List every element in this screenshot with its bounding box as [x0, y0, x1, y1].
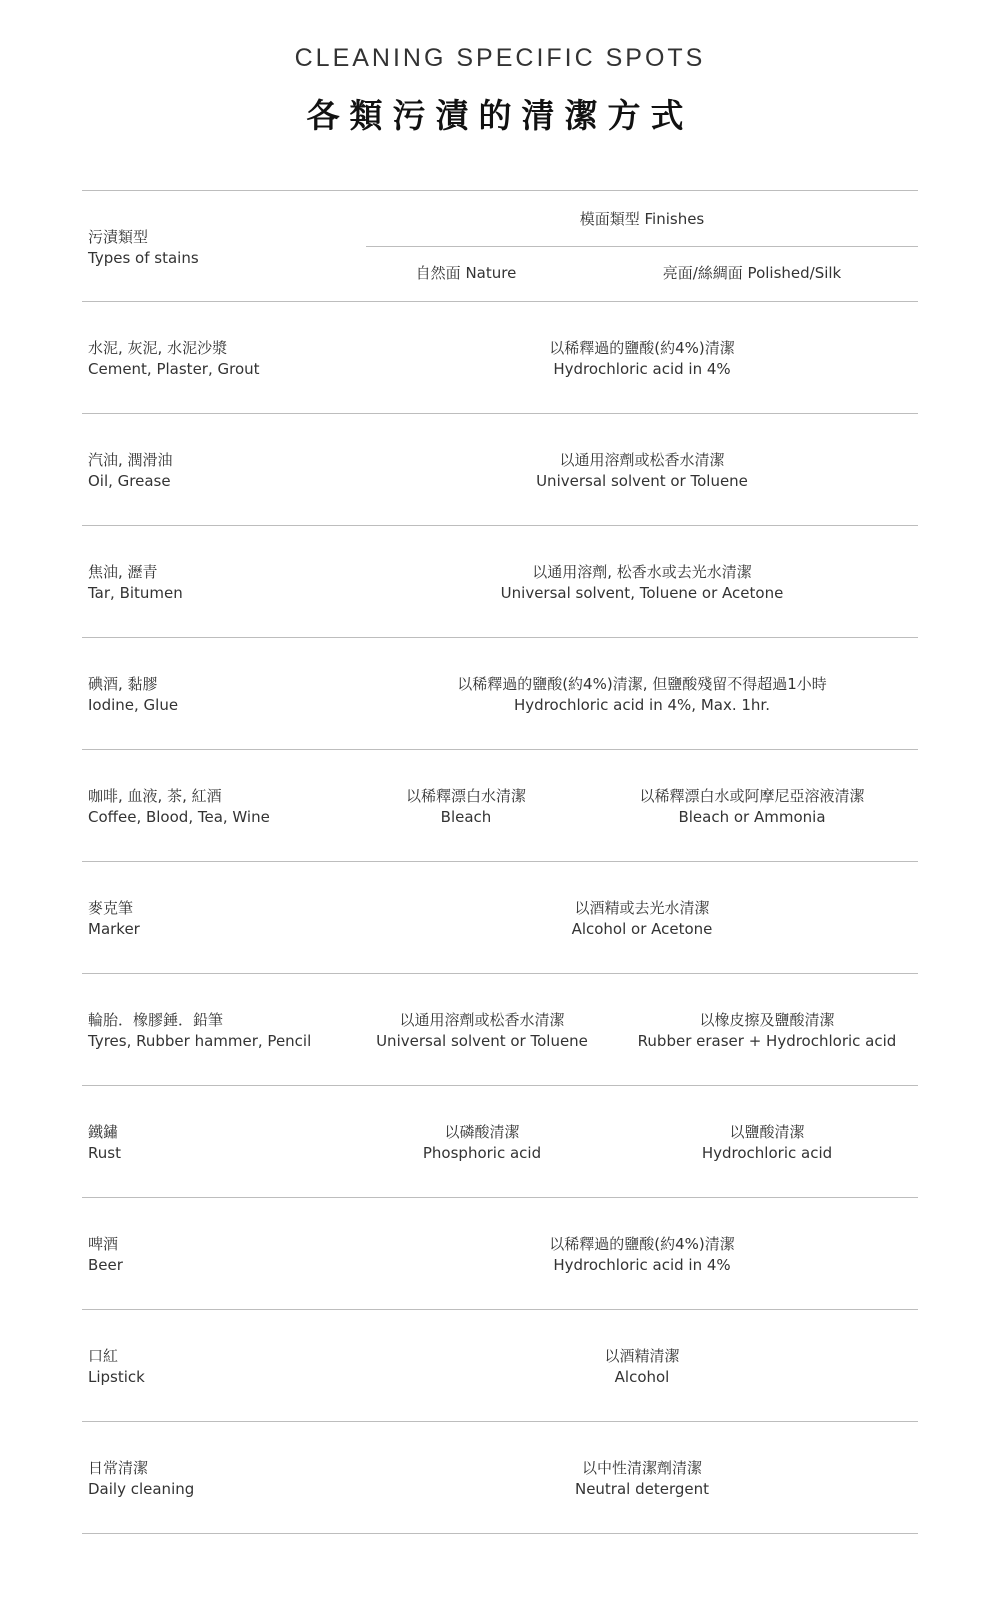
stain-type [88, 1234, 123, 1276]
stain-type-zh: 水泥, 灰泥, 水泥沙漿 [88, 339, 228, 357]
method-all-finishes [366, 898, 918, 940]
method-polished [616, 1122, 918, 1164]
table-header [82, 191, 918, 301]
stain-type-zh: 咖啡, 血液, 茶, 紅酒 [88, 787, 222, 805]
table-row [82, 302, 918, 414]
header-stain-type-en: Types of stains [88, 249, 199, 267]
method-all-finishes [366, 1458, 918, 1500]
method-zh: 以中性清潔劑清潔 [581, 1459, 702, 1477]
method-zh: 以磷酸清潔 [444, 1123, 520, 1141]
method-en: Hydrochloric acid in 4% [553, 360, 731, 378]
method-en: Bleach [440, 808, 492, 826]
method-zh: 以通用溶劑或松香水清潔 [399, 1011, 565, 1029]
stain-type [88, 1122, 121, 1164]
method-all-finishes [366, 1234, 918, 1276]
method-zh: 以稀釋漂白水清潔 [405, 787, 526, 805]
method-en: Phosphoric acid [422, 1144, 542, 1162]
header-polished: 亮面/絲綢面 Polished/Silk [662, 264, 842, 282]
method-en: Alcohol or Acetone [571, 920, 713, 938]
table-row [82, 414, 918, 526]
header-nature: 自然面 Nature [415, 264, 517, 282]
table-row [82, 638, 918, 750]
method-nature [366, 786, 566, 828]
method-zh: 以稀釋過的鹽酸(約4%)清潔, 但鹽酸殘留不得超過1小時 [457, 675, 827, 693]
table-row [82, 1422, 918, 1534]
stain-cleaning-table [82, 190, 918, 1534]
method-polished [586, 786, 918, 828]
stain-type-zh: 麥克筆 [88, 899, 134, 917]
stain-type-zh: 鐵鏽 [88, 1123, 119, 1141]
stain-type-zh: 啤酒 [88, 1235, 119, 1253]
method-zh: 以酒精或去光水清潔 [574, 899, 710, 917]
method-en: Alcohol [614, 1368, 670, 1386]
stain-type-en: Oil, Grease [88, 472, 171, 490]
stain-type-en: Tar, Bitumen [88, 584, 183, 602]
stain-type [88, 338, 260, 380]
stain-type-zh: 口紅 [88, 1347, 119, 1365]
method-en: Rubber eraser + Hydrochloric acid [637, 1032, 897, 1050]
method-zh: 以通用溶劑, 松香水或去光水清潔 [532, 563, 752, 581]
method-zh: 以稀釋過的鹽酸(約4%)清潔 [549, 1235, 735, 1253]
stain-type-zh: 日常清潔 [88, 1459, 149, 1477]
method-all-finishes [366, 1346, 918, 1388]
stain-type-zh: 碘酒, 黏膠 [88, 675, 158, 693]
stain-type [88, 1458, 194, 1500]
method-all-finishes [366, 562, 918, 604]
header-stain-type [88, 227, 199, 269]
method-en: Bleach or Ammonia [678, 808, 826, 826]
stain-type [88, 1346, 145, 1388]
table-row [82, 974, 918, 1086]
method-all-finishes [366, 674, 918, 716]
stain-type-en: Lipstick [88, 1368, 145, 1386]
stain-type-en: Daily cleaning [88, 1480, 195, 1498]
method-nature [366, 1010, 598, 1052]
method-zh: 以酒精清潔 [604, 1347, 680, 1365]
stain-type-zh: 焦油, 瀝青 [88, 563, 158, 581]
method-en: Hydrochloric acid in 4%, Max. 1hr. [514, 696, 770, 714]
method-zh: 以橡皮擦及鹽酸清潔 [699, 1011, 835, 1029]
stain-type-en: Beer [88, 1256, 123, 1274]
header-sub-divider [366, 246, 918, 247]
method-en: Hydrochloric acid in 4% [553, 1256, 731, 1274]
method-all-finishes [366, 338, 918, 380]
header-finishes: 模面類型 Finishes [579, 210, 705, 228]
header-stain-type-zh: 污漬類型 [88, 228, 149, 246]
stain-type-en: Iodine, Glue [88, 696, 179, 714]
method-polished [616, 1010, 918, 1052]
method-en: Universal solvent, Toluene or Acetone [500, 584, 784, 602]
table-row [82, 526, 918, 638]
table-row [82, 1198, 918, 1310]
method-en: Neutral detergent [574, 1480, 710, 1498]
table-row [82, 1086, 918, 1198]
method-en: Universal solvent or Toluene [536, 472, 748, 490]
stain-type [88, 786, 270, 828]
stain-type-zh: 汽油, 潤滑油 [88, 451, 173, 469]
stain-type-en: Coffee, Blood, Tea, Wine [88, 808, 270, 826]
title-chinese: 各類污漬的清潔方式 [306, 96, 694, 135]
stain-type [88, 1010, 311, 1052]
table-row [82, 1310, 918, 1422]
stain-type-en: Rust [88, 1144, 121, 1162]
method-zh: 以稀釋過的鹽酸(約4%)清潔 [549, 339, 735, 357]
method-nature [366, 1122, 598, 1164]
method-en: Hydrochloric acid [701, 1144, 833, 1162]
method-zh: 以通用溶劑或松香水清潔 [559, 451, 725, 469]
table-row [82, 862, 918, 974]
stain-type [88, 674, 178, 716]
method-zh: 以鹽酸清潔 [729, 1123, 805, 1141]
method-en: Universal solvent or Toluene [376, 1032, 588, 1050]
stain-type [88, 898, 140, 940]
title-english: CLEANING SPECIFIC SPOTS [294, 44, 706, 72]
stain-type-zh: 輪胎．橡膠錘．鉛筆 [88, 1011, 224, 1029]
table-row [82, 750, 918, 862]
stain-type-en: Cement, Plaster, Grout [88, 360, 260, 378]
stain-type [88, 450, 173, 492]
method-all-finishes [366, 450, 918, 492]
stain-type [88, 562, 183, 604]
stain-type-en: Marker [88, 920, 140, 938]
method-zh: 以稀釋漂白水或阿摩尼亞溶液清潔 [639, 787, 865, 805]
stain-type-en: Tyres, Rubber hammer, Pencil [88, 1032, 312, 1050]
